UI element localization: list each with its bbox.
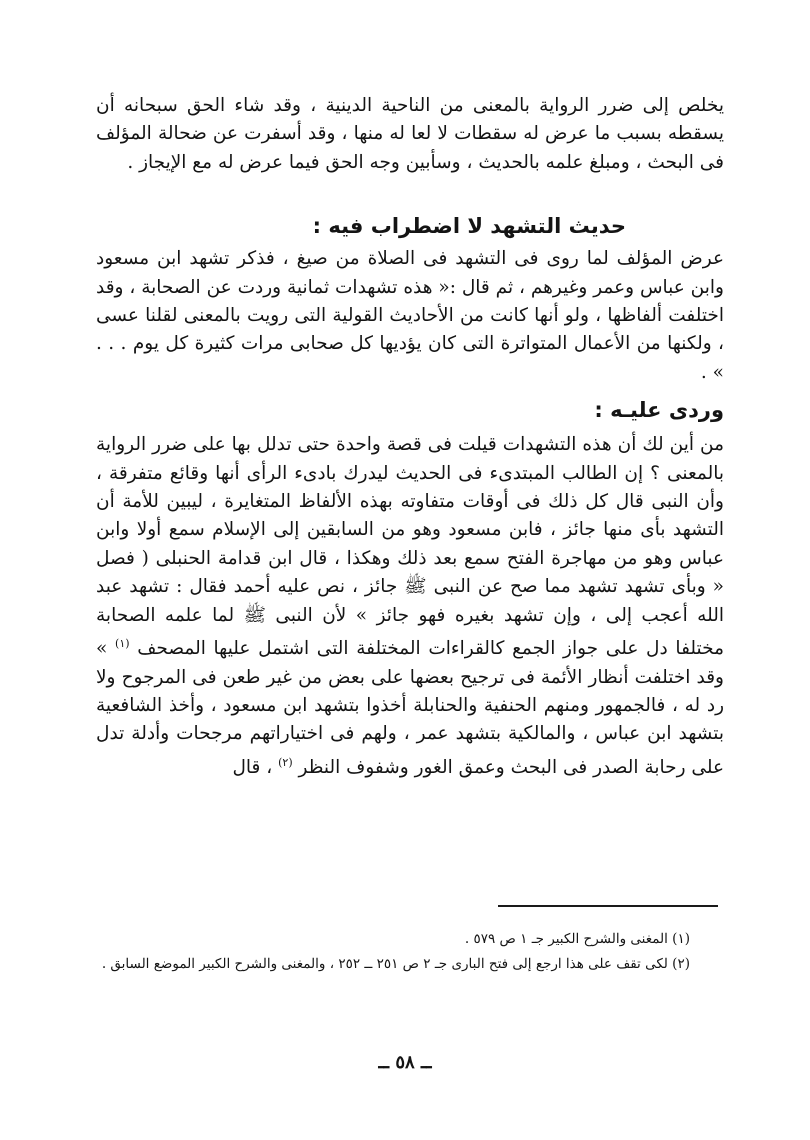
section-paragraph-tashahhud: عرض المؤلف لما روى فى التشهد فى الصلاة من صيغ ، فذكر تشهد ابن مسعود وابن عباس وعمر وغيرهم ، ثم قال :« هذه تشهدات ثمانية وردت عن الصحابة ، وقد اختلفت ألفاظها ، ولو أنها كانت من الأحاديث القولية التى رويت بالمعنى لقلنا عسى ، ولكنها من الأعمال المتواترة التى كان يؤديها كل صحابى مرات كثيرة كل يوم . . . » . <box>96 248 724 383</box>
reply-text-tail: ، قال <box>232 757 273 779</box>
footnote-divider <box>498 905 718 907</box>
footnote-ref-1: (١) <box>115 637 130 651</box>
footnotes <box>96 928 724 978</box>
page-body <box>96 92 724 782</box>
section-heading-reply: وردى عليـه : <box>594 398 724 423</box>
section-paragraph-reply <box>96 431 724 782</box>
footnote-ref-2: (٢) <box>278 755 293 769</box>
page-number: ــ ٥٨ ــ <box>378 1052 432 1073</box>
reply-text-part-1: من أين لك أن هذه التشهدات قيلت فى قصة واحدة حتى تدلل بها على ضرر الرواية بالمعنى ؟ إن الطالب المبتدىء فى الحديث ليدرك بادىء الرأى أنها وقائع متفرقة ، وأن النبى قال كل ذلك فى أوقات متفاوته بهذه الألفاظ المتغايرة ، ليبين للأمة أن التشهد بأى منها جائز ، فابن مسعود وهو من السابقين إلى الإسلام سمع أولا وابن عباس وهو من مهاجرة الفتح سمع بعد ذلك وهكذا ، قال ابن قدامة الحنبلى ( فصل « وبأى تشهد تشهد مما صح عن النبى ﷺ جائز ، نص عليه أحمد فقال : تشهد عبد الله أعجب إلى ، وإن تشهد بغيره فهو جائز » لأن النبى ﷺ لما علمه الصحابة مختلفا دل على جواز الجمع كالقراءات المختلفة التى اشتمل عليها المصحف <box>96 434 724 660</box>
section-heading-tashahhud: حديث التشهد لا اضطراب فيه : <box>312 214 626 239</box>
footnote-2: (٢) لكى تقف على هذا ارجع إلى فتح البارى جـ ٢ ص ٢٥١ ــ ٢٥٢ ، والمغنى والشرح الكبير الموضع السابق . <box>101 956 690 972</box>
intro-paragraph: يخلص إلى ضرر الرواية بالمعنى من الناحية الدينية ، وقد شاء الحق سبحانه أن يسقطه بسبب ما عرض له سقطات لا لعا له منها ، وقد أسفرت عن ضحالة المؤلف فى البحث ، ومبلغ علمه بالحديث ، وسأبين وجه الحق فيما عرض له مع الإيجاز . <box>96 95 724 173</box>
reply-text-part-2: » وقد اختلفت أنظار الأئمة فى ترجيح بعضها على بعض من غير طعن فى المرجوح ولا رد له ، فالجمهور ومنهم الحنفية والحنابلة أخذوا بتشهد ابن مسعود ، وأخذ الشافعية بتشهد ابن عباس ، والمالكية بتشهد عمر ، ولهم فى اختياراتهم مرجحات وأدلة تدل على رحابة الصدر فى البحث وعمق الغور وشفوف النظر <box>96 638 724 779</box>
footnote-1: (١) المغنى والشرح الكبير جـ ١ ص ٥٧٩ . <box>464 931 690 947</box>
